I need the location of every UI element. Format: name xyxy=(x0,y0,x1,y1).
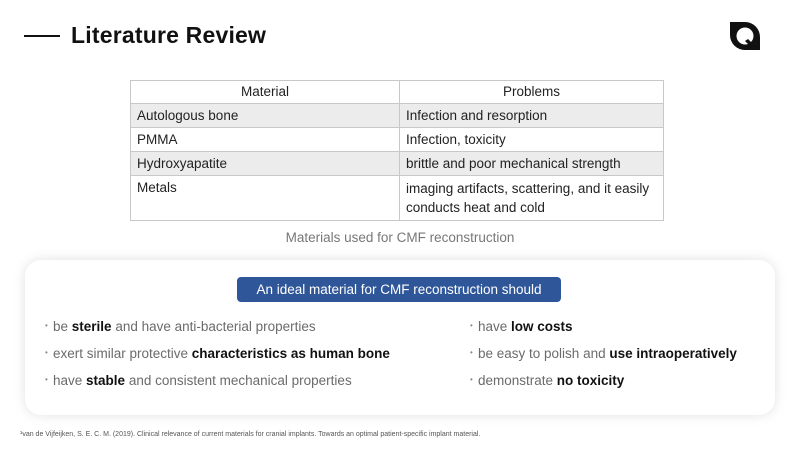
item-emphasis: stable xyxy=(86,373,126,388)
list-item xyxy=(470,345,737,372)
brand-logo-icon xyxy=(728,20,762,52)
item-text: demonstrate xyxy=(478,373,557,388)
table-caption: Materials used for CMF reconstruction xyxy=(285,230,515,245)
cell-material: Autologous bone xyxy=(131,104,400,128)
table-row xyxy=(131,176,664,221)
page-title: Literature Review xyxy=(71,22,267,48)
table-row xyxy=(131,152,664,176)
cell-problem: brittle and poor mechanical strength xyxy=(400,152,664,176)
cell-problem: Infection and resorption xyxy=(400,104,664,128)
item-text: have xyxy=(478,319,512,334)
ideal-material-heading: An ideal material for CMF reconstruction should xyxy=(237,277,561,302)
bullet-icon: • xyxy=(470,348,473,358)
item-text: have xyxy=(53,373,87,388)
footnote: ¹van de Vijfeijken, S. E. C. M. (2019). Clinical relevance of current materials for cranial implants. Towards an optimal patient-specific implant material. xyxy=(20,431,481,438)
item-emphasis: characteristics as human bone xyxy=(191,346,390,361)
title-dash xyxy=(24,35,60,37)
header-problems: Problems xyxy=(400,81,664,104)
bullet-icon: • xyxy=(470,321,473,331)
cell-material: Hydroxyapatite xyxy=(131,152,400,176)
materials-table xyxy=(130,80,664,221)
list-item xyxy=(470,318,737,345)
table-row xyxy=(131,128,664,152)
item-text: and consistent mechanical properties xyxy=(125,373,352,388)
list-item xyxy=(45,372,390,399)
list-item xyxy=(45,345,390,372)
cell-material: PMMA xyxy=(131,128,400,152)
table-row xyxy=(131,104,664,128)
bullet-icon: • xyxy=(45,348,48,358)
item-emphasis: no toxicity xyxy=(556,373,625,388)
cell-problem: Infection, toxicity xyxy=(400,128,664,152)
bullet-icon: • xyxy=(470,375,473,385)
cell-problem: imaging artifacts, scattering, and it easily conducts heat and cold xyxy=(400,176,664,221)
criteria-list-right xyxy=(470,318,737,399)
item-text: exert similar protective xyxy=(53,346,192,361)
header-material: Material xyxy=(131,81,400,104)
list-item xyxy=(45,318,390,345)
criteria-list-left xyxy=(45,318,390,399)
cell-material: Metals xyxy=(131,176,400,221)
item-emphasis: sterile xyxy=(71,319,112,334)
bullet-icon: • xyxy=(45,321,48,331)
item-emphasis: low costs xyxy=(511,319,573,334)
title-row xyxy=(24,22,266,49)
item-text: and have anti-bacterial properties xyxy=(111,319,316,334)
item-text: be xyxy=(53,319,72,334)
table-header-row xyxy=(131,81,664,104)
list-item xyxy=(470,372,737,399)
item-text: be easy to polish and xyxy=(478,346,610,361)
bullet-icon: • xyxy=(45,375,48,385)
item-emphasis: use intraoperatively xyxy=(609,346,737,361)
